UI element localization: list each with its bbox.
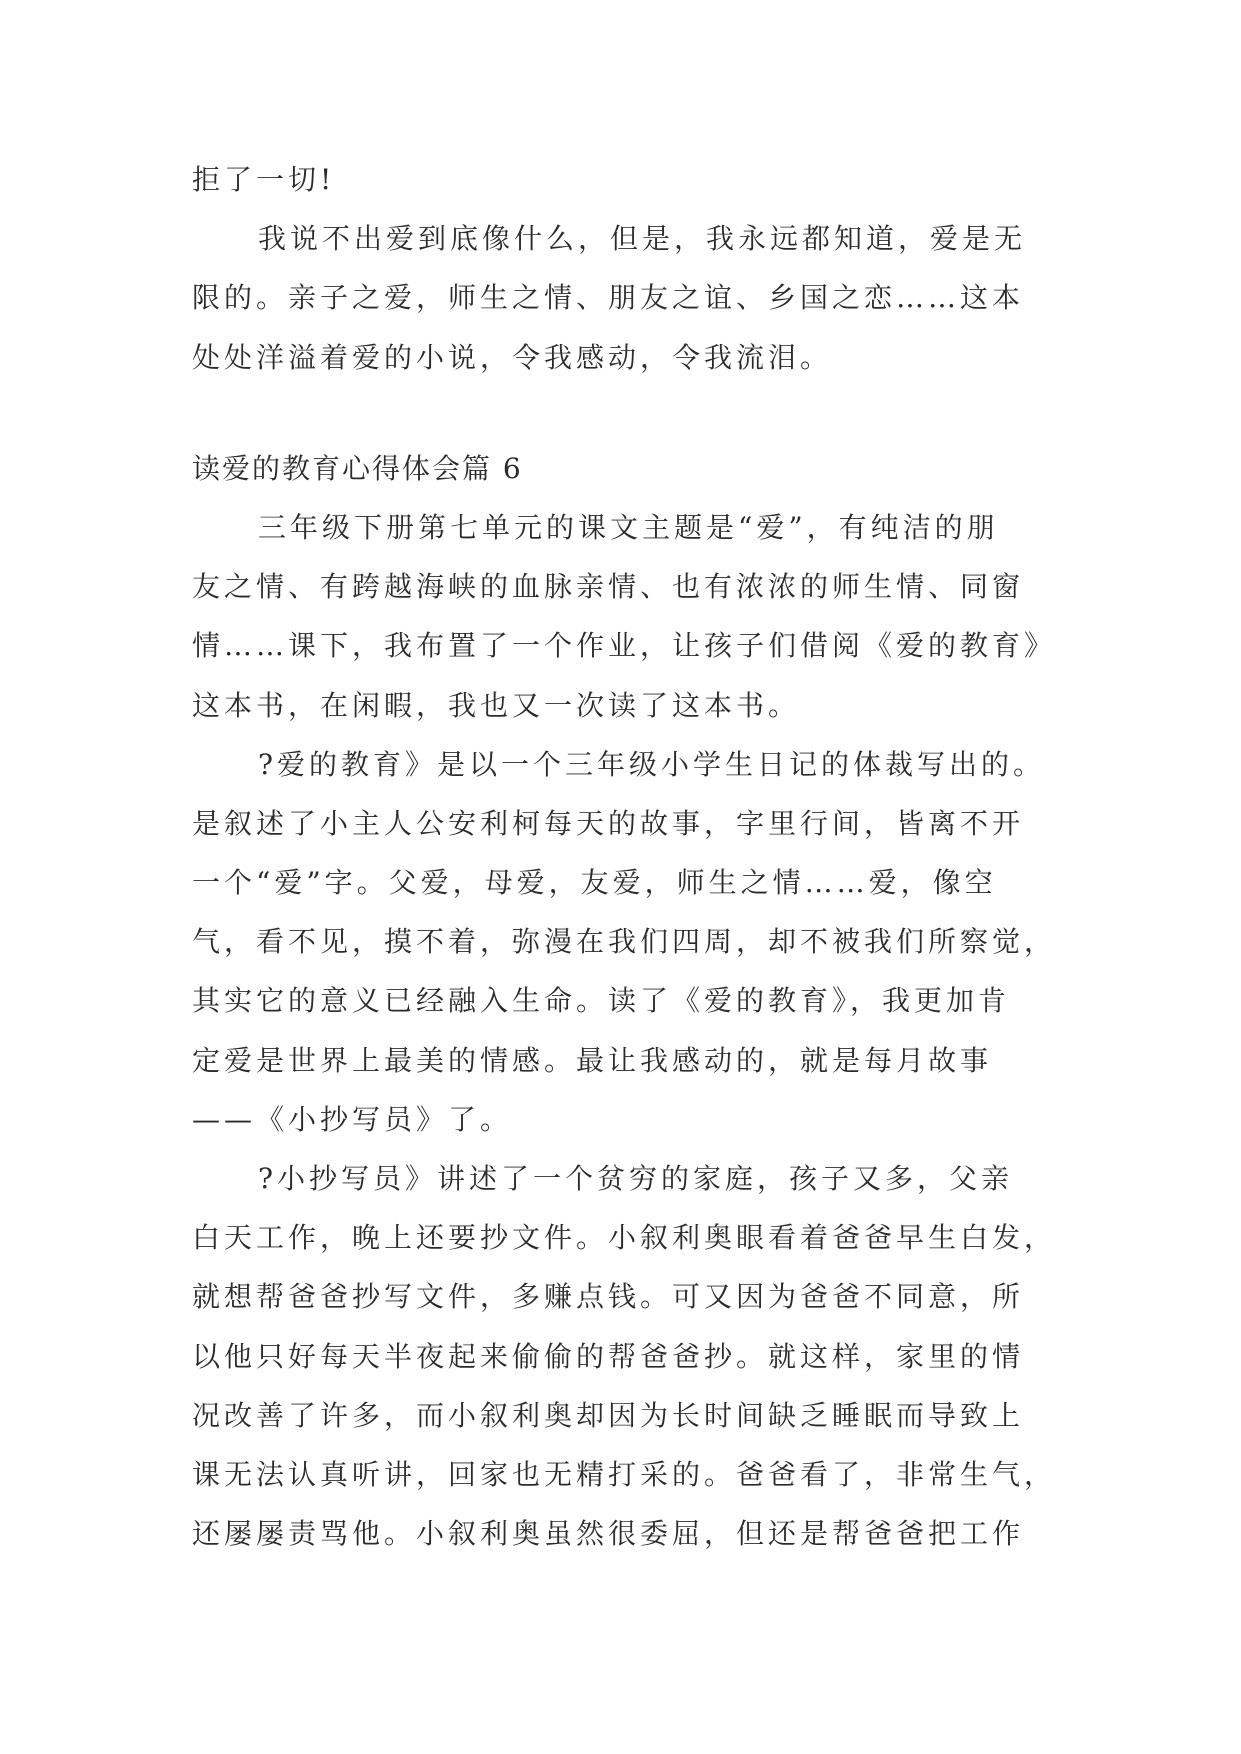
paragraph-line: 处处洋溢着爱的小说，令我感动，令我流泪。 <box>192 340 833 374</box>
paragraph-line: ——《小抄写员》了。 <box>192 1102 513 1136</box>
paragraph-line: 这本书，在闲暇，我也又一次读了这本书。 <box>192 688 801 722</box>
paragraph-line: 我说不出爱到底像什么，但是，我永远都知道，爱是无 <box>258 222 1027 256</box>
paragraph-line: 是叙述了小主人公安利柯每天的故事，字里行间，皆离不开 <box>192 806 1025 840</box>
paragraph-line: 白天工作，晚上还要抄文件。小叙利奥眼看着爸爸早生白发， <box>192 1221 1057 1255</box>
paragraph-line: 拒了一切! <box>192 163 336 196</box>
paragraph-line: 还屡屡责骂他。小叙利奥虽然很委屈，但还是帮爸爸把工作 <box>192 1517 1025 1551</box>
paragraph-line: 以他只好每天半夜起来偷偷的帮爸爸抄。就这样，家里的情 <box>192 1339 1025 1373</box>
paragraph-line: 友之情、有跨越海峡的血脉亲情、也有浓浓的师生情、同窗 <box>192 570 1025 604</box>
paragraph-line: 就想帮爸爸抄写文件，多赚点钱。可又因为爸爸不同意，所 <box>192 1280 1025 1314</box>
paragraph-line: 况改善了许多，而小叙利奥却因为长时间缺乏睡眠而导致上 <box>192 1398 1025 1432</box>
paragraph-line: ?爱的教育》是以一个三年级小学生日记的体裁写出的。 <box>258 747 1046 781</box>
paragraph-line: 情……课下，我布置了一个作业，让孩子们借阅《爱的教育》 <box>192 629 1057 663</box>
paragraph-line: 其实它的意义已经融入生命。读了《爱的教育》，我更加肯 <box>192 984 1011 1018</box>
paragraph-line: 三年级下册第七单元的课文主题是“爱”，有纯洁的朋 <box>258 510 999 544</box>
section-spacer <box>192 387 1052 439</box>
paragraph-line: 气，看不见，摸不着，弥漫在我们四周，却不被我们所察觉， <box>192 925 1057 959</box>
document-body <box>192 150 1057 1563</box>
section-heading: 读爱的教育心得体会篇 6 <box>192 451 523 485</box>
paragraph-line: ?小抄写员》讲述了一个贫穷的家庭，孩子又多，父亲 <box>258 1162 1014 1195</box>
paragraph-line: 一个“爱”字。父爱，母爱，友爱，师生之情……爱，像空 <box>192 866 997 900</box>
paragraph-line: 课无法认真听讲，回家也无精打采的。爸爸看了，非常生气， <box>192 1457 1057 1491</box>
paragraph-line: 限的。亲子之爱，师生之情、朋友之谊、乡国之恋……这本 <box>192 281 1025 315</box>
paragraph-line: 定爱是世界上最美的情感。最让我感动的，就是每月故事 <box>192 1043 993 1077</box>
